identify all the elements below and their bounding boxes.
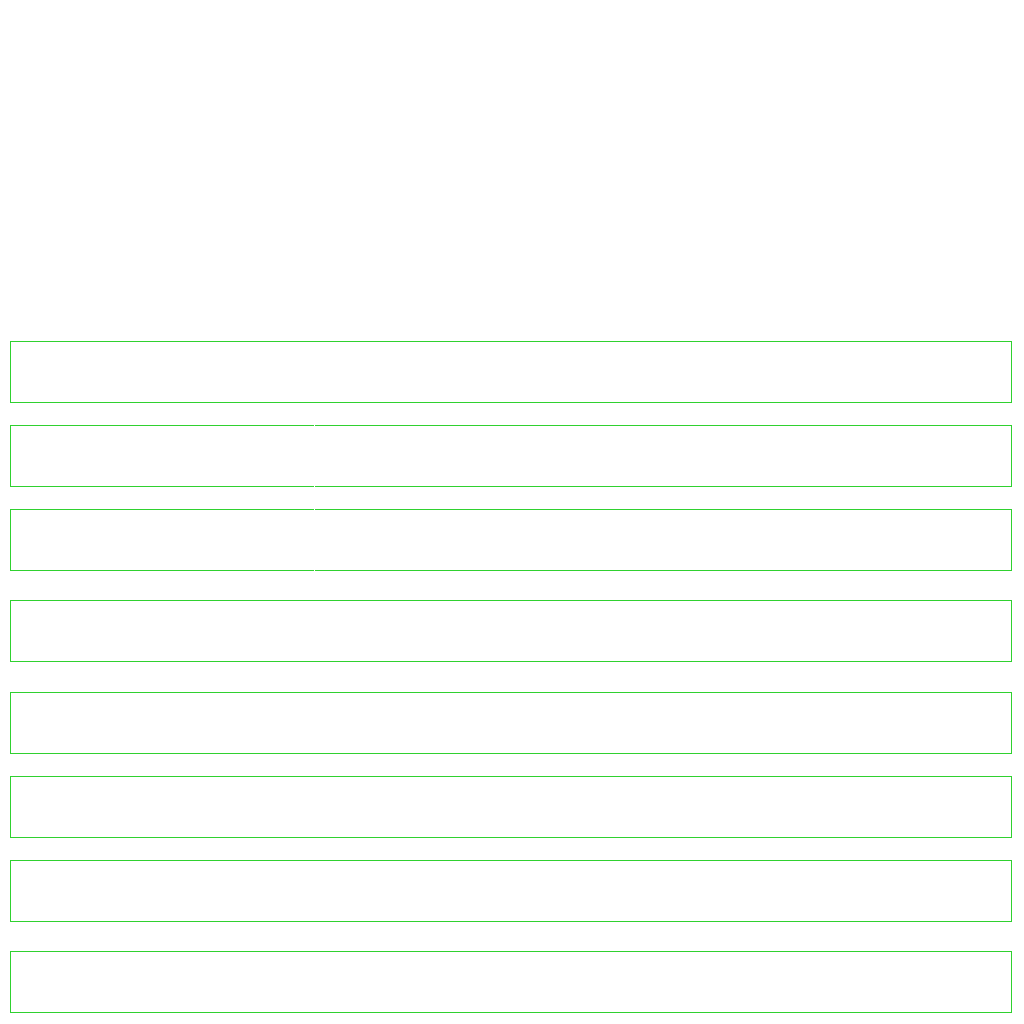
box-3-bottom-gap [314,570,315,571]
outlined-box-1[interactable] [10,341,1012,403]
outlined-box-5[interactable] [10,692,1012,754]
box-2-top-gap [314,425,315,426]
box-2-bottom-gap [314,486,315,487]
outlined-box-7[interactable] [10,860,1012,922]
outlined-box-4[interactable] [10,600,1012,662]
empty-top-area [0,0,1024,330]
outlined-box-8[interactable] [10,951,1012,1013]
outlined-box-6[interactable] [10,776,1012,838]
outlined-box-2[interactable] [10,425,1012,487]
outlined-box-3[interactable] [10,509,1012,571]
box-3-top-gap [314,509,315,510]
